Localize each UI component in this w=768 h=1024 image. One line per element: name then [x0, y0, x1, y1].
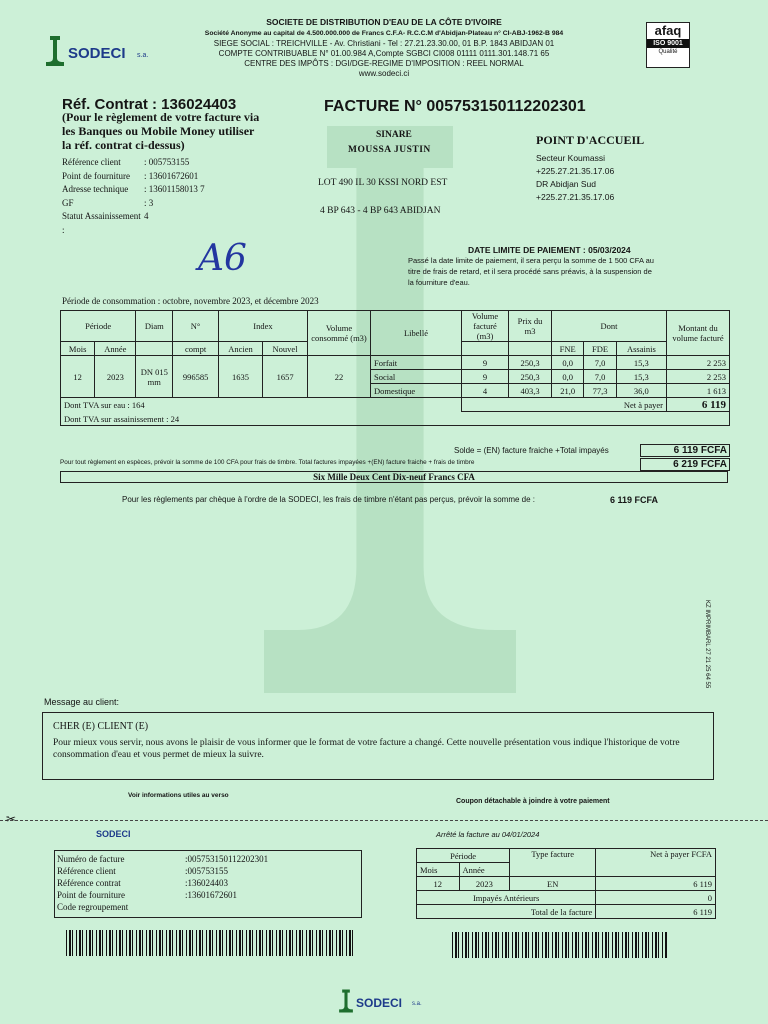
- sodeci-logo: SODECI: [68, 45, 126, 62]
- cell-fne: 21,0: [552, 384, 584, 398]
- col-index: Index: [218, 311, 307, 342]
- company-line3: SIEGE SOCIAL : TREICHVILLE - Av. Christiani - Tel : 27.21.23.30.00, 01 B.P. 1843 ABIDJAN 01: [213, 39, 555, 48]
- cell-volume: 22: [308, 356, 371, 398]
- point-accueil-line: +225.27.21.35.17.06: [536, 166, 615, 176]
- coupon-left-label: Code regroupement: [57, 902, 129, 912]
- cut-line: [0, 820, 768, 821]
- cell-prix: 403,3: [509, 384, 552, 398]
- solde-label: Solde = (EN) facture fraiche +Total impayés: [454, 446, 609, 455]
- tva-assainissement: Dont TVA sur assainissement : 24: [61, 412, 730, 426]
- company-line2: Société Anonyme au capital de 4.500.000.000 de Francs C.F.A- R.C.C.M d'Abidjan-Plateau n° CI-ABJ-1962-B 984: [204, 30, 564, 37]
- col-assainis: Assainis: [616, 342, 666, 356]
- col-prix-sub: [509, 342, 552, 356]
- c-col-periode: Période: [417, 849, 510, 863]
- client-info-row: [62, 183, 205, 197]
- scissors-icon: ✂: [6, 812, 17, 826]
- coupon-right-table: [416, 848, 716, 919]
- sodeci-footer-logo-icon: [336, 988, 356, 1014]
- col-fde: FDE: [584, 342, 616, 356]
- c-type: EN: [510, 877, 596, 891]
- c-col-annee: Année: [459, 863, 510, 877]
- coupon-left-value: :005753155: [185, 866, 229, 876]
- coupon-left-label: Référence client: [57, 866, 116, 876]
- customer-address-1: LOT 490 IL 30 KSSI NORD EST: [318, 178, 448, 188]
- message-label: Message au client:: [44, 697, 120, 707]
- cell-fde: 7,0: [584, 370, 616, 384]
- col-dont: Dont: [552, 311, 667, 342]
- company-name: SOCIETE DE DISTRIBUTION D'EAU DE LA CÔTE D'IVOIRE: [266, 17, 502, 27]
- handwritten-note: A6: [198, 238, 247, 279]
- cell-annee: 2023: [95, 356, 136, 398]
- point-accueil-line: DR Abidjan Sud: [536, 179, 597, 189]
- verso-note: Voir informations utiles au verso: [128, 792, 229, 799]
- side-print-code: KZ IMPRIMBARL 27 21 25 64 55: [704, 600, 710, 689]
- cell-ass: 36,0: [616, 384, 666, 398]
- client-info-row: [62, 197, 205, 211]
- solde-text-2: Pour tout règlement en espèces, prévoir la somme de 100 CFA pour frais de timbre. Total factures impayées +(EN) facture fraiche + frais de timbre: [60, 459, 475, 466]
- client-info-row: [62, 210, 205, 237]
- cell-fne: 0,0: [552, 356, 584, 370]
- client-info-value: : 3: [144, 197, 154, 208]
- message-box: [42, 712, 714, 780]
- col-mois: Mois: [61, 342, 95, 356]
- cheque-note: Pour les règlements par chèque à l'ordre de la SODECI, les frais de timbre n'étant pas perçus, prévoir la somme de :: [122, 495, 536, 504]
- col-fne: FNE: [552, 342, 584, 356]
- client-info-value: : 005753155: [144, 157, 190, 167]
- coupon-left-value: :005753150112202301: [185, 854, 269, 864]
- cell-ass: 15,3: [616, 370, 666, 384]
- cell-libelle: Domestique: [371, 384, 462, 398]
- point-accueil-title: POINT D'ACCUEIL: [536, 133, 645, 147]
- client-info-label: Point de fourniture: [62, 170, 130, 181]
- customer-address-2: 4 BP 643 - 4 BP 643 ABIDJAN: [320, 206, 441, 216]
- arrete-note: Arrêté la facture au 04/01/2024: [436, 830, 540, 839]
- coupon-left-fields: [57, 853, 268, 913]
- col-vol-fact-sub: [462, 342, 509, 356]
- iso-label: ISO 9001: [647, 39, 689, 48]
- deadline-text-3: la fourniture d'eau.: [408, 278, 470, 287]
- coupon-left-label: Référence contrat: [57, 878, 121, 888]
- company-line4: COMPTE CONTRIBUABLE N° 01.00.984 A,Compte SGBCI CI008 01111 0111.301.148.71 65: [218, 49, 550, 58]
- cell-montant: 2 253: [667, 370, 730, 384]
- client-info-label: GF: [62, 197, 74, 208]
- deadline-text-2: titre de frais de retard, et il sera procédé sans préavis, à la suspension de: [408, 267, 652, 276]
- coupon-logo: SODECI: [96, 829, 131, 839]
- message-body: Pour mieux vous servir, nous avons le plaisir de vous informer que le format de votre facture a changé. Cette nouvelle présentation vous indique l'historique de votre consommation d'eau et vous permet de mieux la suivre.: [53, 738, 680, 760]
- coupon-left-box: [54, 850, 362, 918]
- cell-montant: 1 613: [667, 384, 730, 398]
- cell-compteur: 996585: [173, 356, 219, 398]
- coupon-left-label: Numéro de facture: [57, 854, 125, 864]
- c-col-net: Net à payer FCFA: [596, 849, 716, 877]
- cell-ancien: 1635: [218, 356, 262, 398]
- table-row: [61, 356, 730, 370]
- message-title: CHER (E) CLIENT (E): [53, 721, 149, 732]
- cell-vol: 9: [462, 356, 509, 370]
- c-col-mois: Mois: [417, 863, 460, 877]
- sodeci-footer-logo: SODECI: [356, 996, 403, 1010]
- client-info-value: : 13601672601: [144, 170, 199, 181]
- col-compt: compt: [173, 342, 219, 356]
- cell-libelle: Forfait: [371, 356, 462, 370]
- client-info-label: Adresse technique: [62, 184, 129, 194]
- invoice-title: FACTURE N° 005753150112202301: [324, 98, 586, 115]
- c-impayes-value: 0: [596, 891, 716, 905]
- contract-note-3: la réf. contrat ci-dessus): [62, 138, 185, 152]
- coupon-left-value: :136024403: [185, 878, 229, 888]
- c-annee: 2023: [459, 877, 510, 891]
- solde-value: 6 119 FCFA: [640, 444, 730, 457]
- cell-prix: 250,3: [509, 370, 552, 384]
- contract-note-2: les Banques ou Mobile Money utiliser: [62, 124, 255, 138]
- contract-ref: Réf. Contrat : 136024403: [62, 96, 237, 113]
- net-value: 6 119: [667, 398, 730, 412]
- deadline-title: DATE LIMITE DE PAIEMENT : 05/03/2024: [468, 245, 631, 255]
- table-row: [417, 877, 716, 891]
- col-vol-cons: Volume consommé (m3): [308, 311, 371, 356]
- cheque-value: 6 119 FCFA: [610, 495, 659, 505]
- sodeci-logo-suffix: s.a.: [137, 52, 149, 59]
- coupon-left-row: [57, 889, 268, 901]
- col-libelle: Libellé: [371, 311, 462, 356]
- col-diam-sub: [136, 342, 173, 356]
- point-accueil-line: +225.27.21.35.17.06: [536, 192, 615, 202]
- coupon-left-row: [57, 877, 268, 889]
- consumption-table: [60, 310, 730, 426]
- cell-fde: 77,3: [584, 384, 616, 398]
- cell-vol: 4: [462, 384, 509, 398]
- col-ancien: Ancien: [218, 342, 262, 356]
- client-info-value: : 13601158013 7: [144, 184, 205, 194]
- col-prix: Prix du m3: [509, 311, 552, 342]
- col-vol-fact: Volume facturé (m3): [462, 311, 509, 342]
- col-periode: Période: [61, 311, 136, 342]
- barcode-right: [452, 932, 668, 958]
- tva-eau: Dont TVA sur eau : 164: [61, 398, 462, 412]
- cell-montant: 2 253: [667, 356, 730, 370]
- contract-note-1: (Pour le règlement de votre facture via: [62, 110, 260, 124]
- client-info-row: [62, 156, 205, 170]
- coupon-note: Coupon détachable à joindre à votre paiement: [456, 798, 610, 805]
- customer-name-1: SINARE: [376, 130, 412, 140]
- qualite-label: Qualité: [658, 49, 678, 55]
- solde-value-2: 6 219 FCFA: [640, 458, 730, 471]
- col-diam: Diam: [136, 311, 173, 342]
- cell-fde: 7,0: [584, 356, 616, 370]
- c-total-label: Total de la facture: [417, 905, 596, 919]
- coupon-left-value: :13601672601: [185, 890, 238, 900]
- client-info-value: 4: [144, 211, 149, 221]
- cell-mois: 12: [61, 356, 95, 398]
- client-info: [62, 156, 205, 237]
- coupon-left-row: [57, 901, 268, 913]
- net-label: Net à payer: [462, 398, 667, 412]
- col-annee: Année: [95, 342, 136, 356]
- cell-prix: 250,3: [509, 356, 552, 370]
- coupon-left-label: Point de fourniture: [57, 890, 125, 900]
- afaq-cert-badge: [646, 22, 690, 68]
- consumption-period: Période de consommation : octobre, novembre 2023, et décembre 2023: [62, 296, 319, 306]
- cell-ass: 15,3: [616, 356, 666, 370]
- point-accueil-lines: [536, 152, 614, 204]
- cell-libelle: Social: [371, 370, 462, 384]
- sodeci-footer-suffix: s.a.: [412, 1001, 422, 1007]
- company-website: www.sodeci.ci: [358, 69, 410, 78]
- cell-vol: 9: [462, 370, 509, 384]
- barcode-left: [66, 930, 356, 956]
- deadline-text-1: Passé la date limite de paiement, il sera perçu la somme de 1 500 CFA au: [408, 256, 654, 265]
- c-total-value: 6 119: [596, 905, 716, 919]
- client-info-label: Statut Assainissement :: [62, 211, 141, 235]
- company-line5: CENTRE DES IMPÔTS : DGI/DGE-REGIME D'IMPOSITION : REEL NORMAL: [244, 59, 524, 68]
- col-nouvel: Nouvel: [263, 342, 308, 356]
- point-accueil-line: Secteur Koumassi: [536, 153, 605, 163]
- c-net: 6 119: [596, 877, 716, 891]
- col-num: N°: [173, 311, 219, 342]
- coupon-left-row: [57, 853, 268, 865]
- amount-in-words: Six Mille Deux Cent Dix-neuf Francs CFA: [60, 471, 728, 483]
- coupon-left-row: [57, 865, 268, 877]
- col-montant: Montant du volume facturé: [667, 311, 730, 356]
- cell-fne: 0,0: [552, 370, 584, 384]
- client-info-row: [62, 170, 205, 184]
- c-impayes-label: Impayés Antérieurs: [417, 891, 596, 905]
- client-info-label: Référence client: [62, 157, 121, 167]
- customer-name-2: MOUSSA JUSTIN: [348, 145, 431, 155]
- c-mois: 12: [417, 877, 460, 891]
- cell-nouvel: 1657: [263, 356, 308, 398]
- cell-diam: DN 015 mm: [136, 356, 173, 398]
- c-col-type: Type facture: [510, 849, 596, 877]
- afaq-label: afaq: [654, 23, 682, 38]
